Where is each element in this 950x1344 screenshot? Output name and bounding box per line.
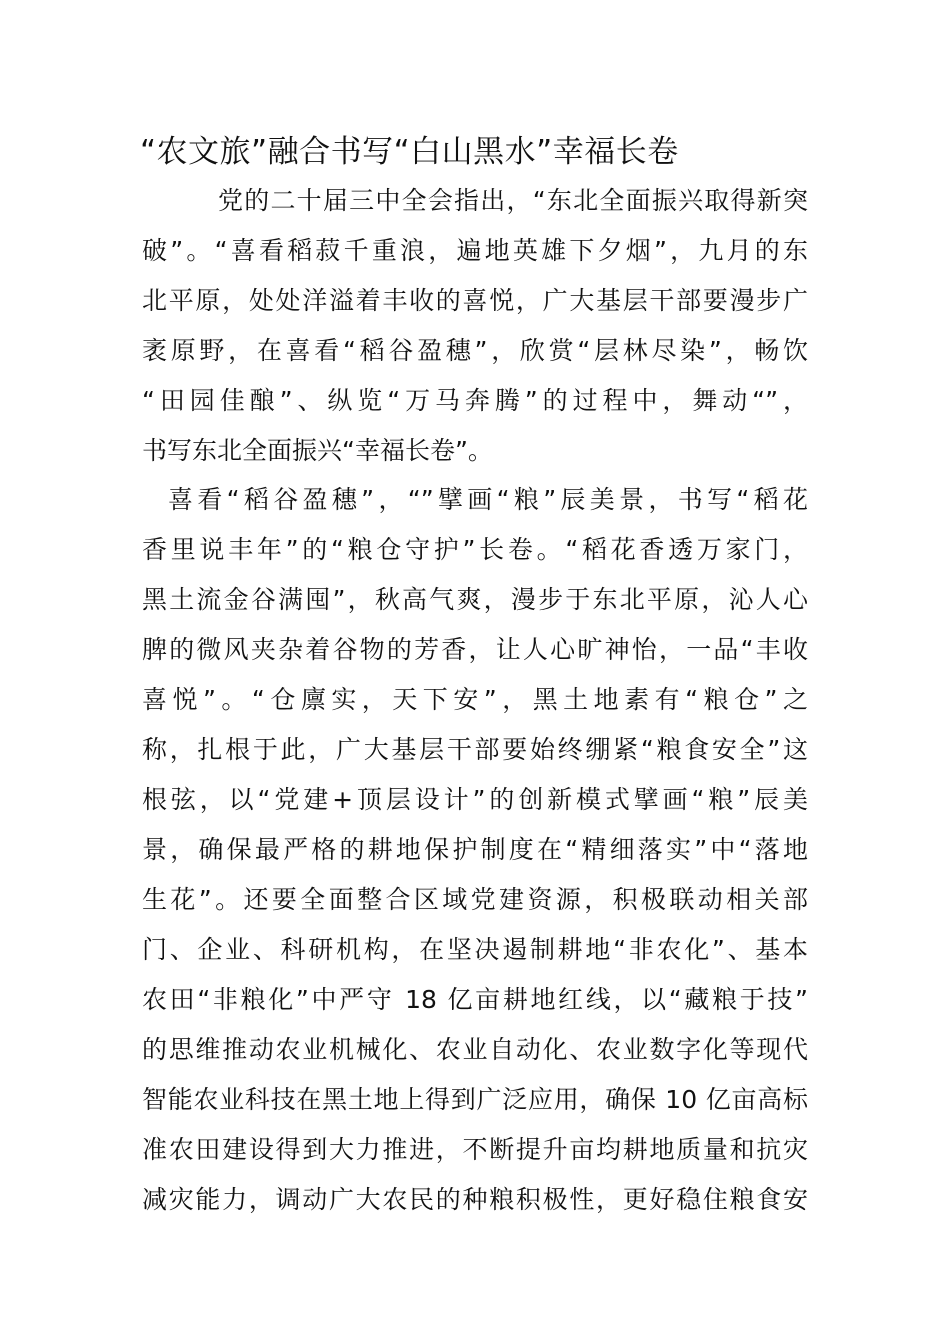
paragraph-line: 生花”。还要全面整合区域党建资源，积极联动相关部: [142, 885, 808, 914]
paragraph-line: 黑土流金谷满囤”，秋高气爽，漫步于东北平原，沁人心: [142, 585, 808, 614]
paragraph-line: 农田“非粮化”中严守 18 亿亩耕地红线，以“藏粮于技”: [142, 985, 808, 1014]
paragraph-line: 根弦，以“党建+顶层设计”的创新模式擘画“粮”辰美: [142, 785, 808, 814]
paragraph-line: 喜看“稻谷盈穗”，“”擘画“粮”辰美景，书写“稻花: [168, 485, 808, 514]
document-title: “农文旅”融合书写“白山黑水”幸福长卷: [140, 134, 679, 170]
paragraph-line: 破”。“喜看稻菽千重浪，遍地英雄下夕烟”，九月的东: [142, 236, 808, 265]
paragraph-line: 脾的微风夹杂着谷物的芳香，让人心旷神怡，一品“丰收: [142, 635, 808, 664]
paragraph-line: 香里说丰年”的“粮仓守护”长卷。“稻花香透万家门，: [142, 535, 808, 564]
paragraph-line: 准农田建设得到大力推进，不断提升亩均耕地质量和抗灾: [142, 1135, 808, 1164]
paragraph-line: 北平原，处处洋溢着丰收的喜悦，广大基层干部要漫步广: [142, 286, 808, 315]
paragraph-line: 智能农业科技在黑土地上得到广泛应用，确保 10 亿亩高标: [142, 1085, 808, 1114]
paragraph-line: 书写东北全面振兴“幸福长卷”。: [142, 436, 493, 465]
paragraph-line: 称，扎根于此，广大基层干部要始终绷紧“粮食安全”这: [142, 735, 808, 764]
paragraph-line: 的思维推动农业机械化、农业自动化、农业数字化等现代: [142, 1035, 808, 1064]
paragraph-line: 党的二十届三中全会指出，“东北全面振兴取得新突: [218, 186, 808, 215]
paragraph-2: [142, 475, 808, 1225]
paragraph-1: [142, 176, 808, 476]
paragraph-line: 喜悦”。“仓廪实，天下安”，黑土地素有“粮仓”之: [142, 685, 808, 714]
paragraph-line: 袤原野，在喜看“稻谷盈穗”，欣赏“层林尽染”，畅饮: [142, 336, 808, 365]
paragraph-line: 减灾能力，调动广大农民的种粮积极性，更好稳住粮食安: [142, 1185, 808, 1214]
paragraph-line: 门、企业、科研机构，在坚决遏制耕地“非农化”、基本: [142, 935, 808, 964]
paragraph-line: 景，确保最严格的耕地保护制度在“精细落实”中“落地: [142, 835, 808, 864]
paragraph-line: “田园佳酿”、纵览“万马奔腾”的过程中，舞动“”，: [142, 386, 808, 415]
